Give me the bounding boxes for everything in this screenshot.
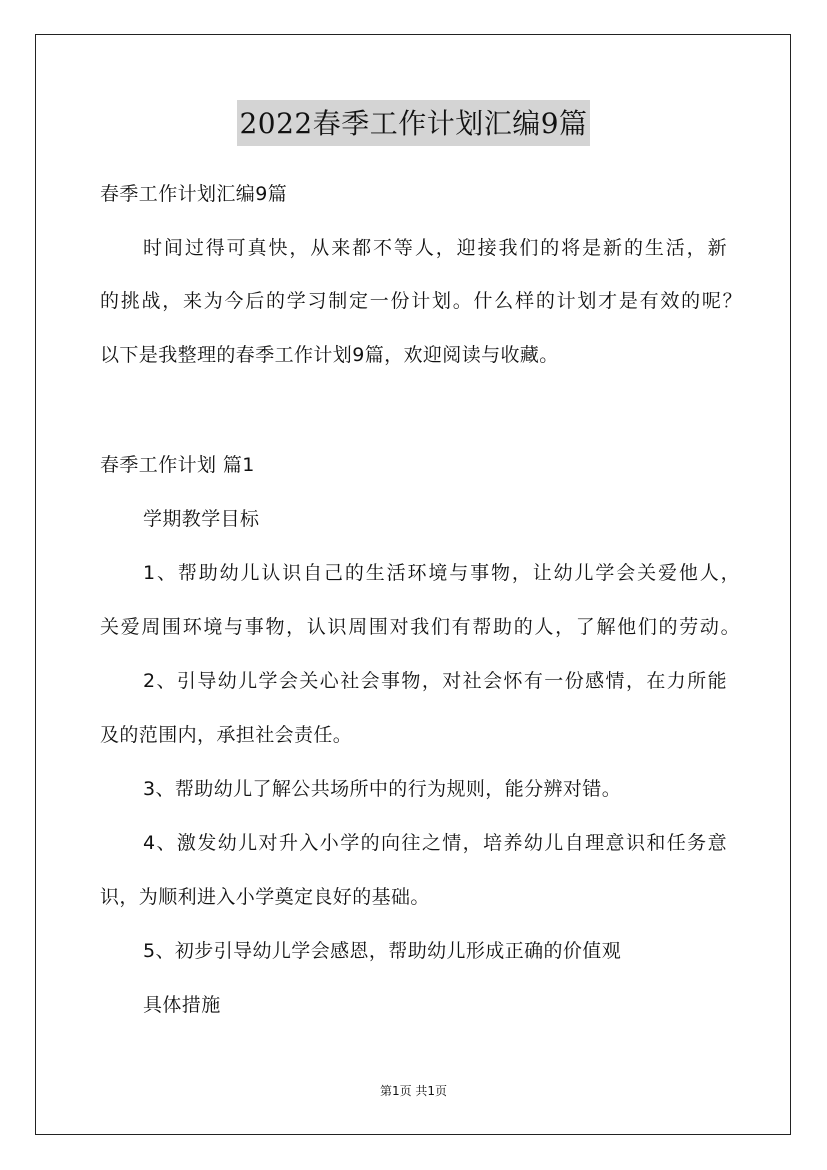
goal-item-line: 3、帮助幼儿了解公共场所中的行为规则，能分辨对错。 xyxy=(143,778,622,800)
goal-item-line: 5、初步引导幼儿学会感恩，帮助幼儿形成正确的价值观 xyxy=(143,940,622,962)
document-title-wrapper xyxy=(0,100,827,146)
document-title: 2022春季工作计划汇编9篇 xyxy=(237,100,589,146)
document-subtitle: 春季工作计划汇编9篇 xyxy=(100,183,288,205)
goal-item-line: 2、引导幼儿学会关心社会事物，对社会怀有一份感情，在力所能 xyxy=(143,670,727,692)
intro-line: 的挑战，来为今后的学习制定一份计划。什么样的计划才是有效的呢？ xyxy=(100,290,742,312)
measures-heading: 具体措施 xyxy=(143,994,221,1016)
goal-item-line: 关爱周围环境与事物，认识周围对我们有帮助的人，了解他们的劳动。 xyxy=(100,616,740,638)
page-footer: 第1页 共1页 xyxy=(379,1084,448,1098)
goal-item-line: 及的范围内，承担社会责任。 xyxy=(100,724,353,746)
goal-item-line: 1、帮助幼儿认识自己的生活环境与事物，让幼儿学会关爱他人， xyxy=(143,562,740,584)
section-heading: 春季工作计划 篇1 xyxy=(100,454,255,476)
goal-heading: 学期教学目标 xyxy=(143,508,260,530)
goal-item-line: 识，为顺利进入小学奠定良好的基础。 xyxy=(100,886,430,908)
intro-line: 时间过得可真快，从来都不等人，迎接我们的将是新的生活，新 xyxy=(143,237,727,259)
intro-line: 以下是我整理的春季工作计划9篇，欢迎阅读与收藏。 xyxy=(100,344,559,366)
goal-item-line: 4、激发幼儿对升入小学的向往之情，培养幼儿自理意识和任务意 xyxy=(143,832,727,854)
